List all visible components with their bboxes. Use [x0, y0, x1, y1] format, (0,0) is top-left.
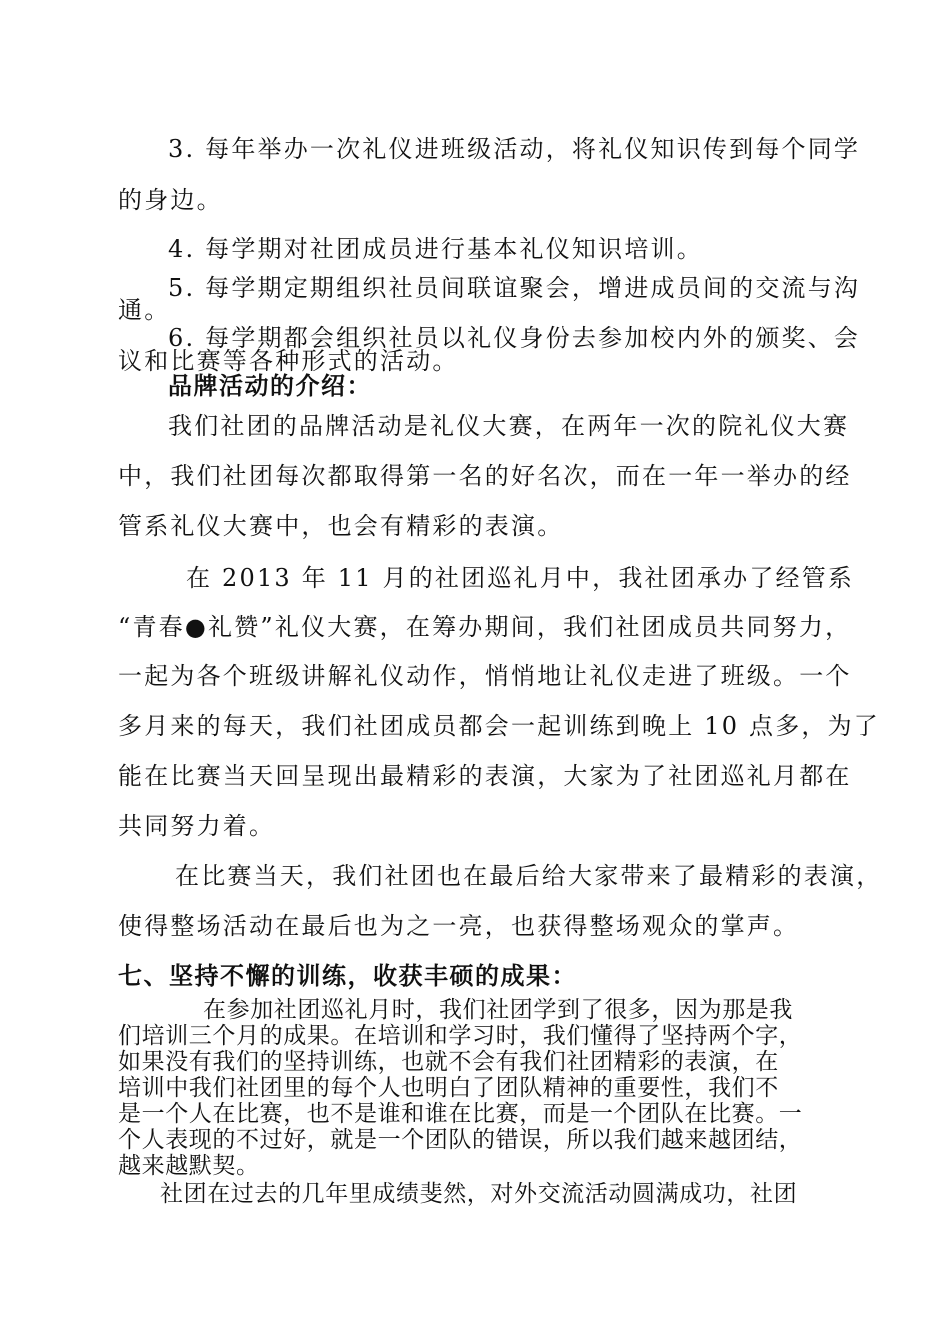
list-item-5-line-1: 5. 每学期定期组织社员间联谊聚会，增进成员间的交流与沟	[168, 274, 861, 302]
result-paragraph-line-1: 在比赛当天，我们社团也在最后给大家带来了最精彩的表演，	[175, 862, 883, 890]
event-paragraph-line-1: 在 2013 年 11 月的社团巡礼月中，我社团承办了经管系	[186, 564, 855, 592]
brand-paragraph-line-1: 我们社团的品牌活动是礼仪大赛，在两年一次的院礼仪大赛	[168, 412, 850, 440]
event-paragraph-line-4: 多月来的每天，我们社团成员都会一起训练到晚上 10 点多，为了	[118, 712, 880, 740]
list-item-6-line-2: 议和比赛等各种形式的活动。	[118, 347, 459, 375]
section-7-paragraph-line-2: 们培训三个月的成果。在培训和学习时，我们懂得了坚持两个字，	[118, 1023, 803, 1049]
event-paragraph-line-3: 一起为各个班级讲解礼仪动作，悄悄地让礼仪走进了班级。一个	[118, 662, 852, 690]
list-item-3-line-2: 的身边。	[118, 186, 223, 214]
result-paragraph-line-2: 使得整场活动在最后也为之一亮，也获得整场观众的掌声。	[118, 912, 800, 940]
list-item-6-line-1: 6. 每学期都会组织社员以礼仪身份去参加校内外的颁奖、会	[168, 324, 861, 352]
section-7-paragraph-line-7: 越来越默契。	[118, 1153, 260, 1179]
list-item-4: 4. 每学期对社团成员进行基本礼仪知识培训。	[168, 235, 703, 263]
section-7-paragraph-line-6: 个人表现的不过好，就是一个团队的错误，所以我们越来越团结，	[118, 1127, 803, 1153]
section-7-paragraph-line-4: 培训中我们社团里的每个人也明白了团队精神的重要性，我们不	[118, 1075, 779, 1101]
event-paragraph-line-6: 共同努力着。	[118, 812, 276, 840]
section-7-paragraph-line-3: 如果没有我们的坚持训练，也就不会有我们社团精彩的表演，在	[118, 1049, 779, 1075]
list-item-5-line-2: 通。	[118, 296, 171, 324]
list-item-3-line-1: 3. 每年举办一次礼仪进班级活动，将礼仪知识传到每个同学	[168, 135, 861, 163]
section-7-heading: 七、坚持不懈的训练，收获丰硕的成果：	[118, 962, 577, 990]
event-paragraph-line-2: “青春●礼赞”礼仪大赛，在筹办期间，我们社团成员共同努力，	[118, 613, 852, 641]
closing-paragraph-line-1: 社团在过去的几年里成绩斐然，对外交流活动圆满成功，社团	[160, 1181, 798, 1207]
brand-activity-heading: 品牌活动的介绍：	[168, 372, 372, 400]
brand-paragraph-line-3: 管系礼仪大赛中，也会有精彩的表演。	[118, 512, 564, 540]
section-7-paragraph-line-5: 是一个人在比赛，也不是谁和谁在比赛，而是一个团队在比赛。一	[118, 1101, 803, 1127]
section-7-paragraph-line-1: 在参加社团巡礼月时，我们社团学到了很多，因为那是我	[203, 997, 793, 1023]
brand-paragraph-line-2: 中，我们社团每次都取得第一名的好名次，而在一年一举办的经	[118, 462, 852, 490]
event-paragraph-line-5: 能在比赛当天回呈现出最精彩的表演，大家为了社团巡礼月都在	[118, 762, 852, 790]
